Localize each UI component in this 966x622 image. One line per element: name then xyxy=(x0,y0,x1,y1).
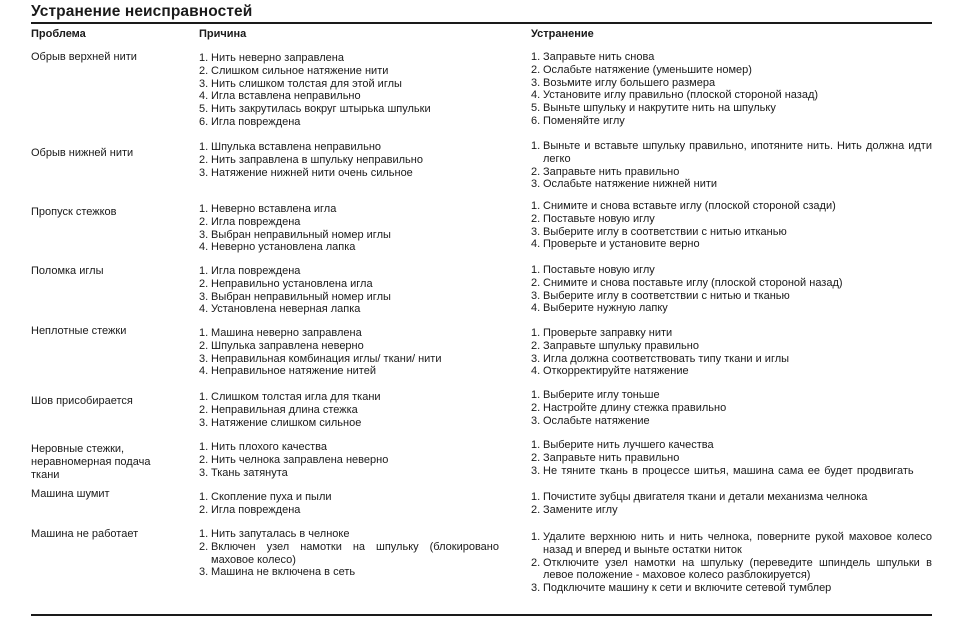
list-item: 2. Игла повреждена xyxy=(199,503,301,516)
fix-list xyxy=(531,140,932,191)
list-item: 2. Нить челнока заправлена неверно xyxy=(199,453,389,466)
list-item: 2. Шпулька заправлена неверно xyxy=(199,339,364,352)
problem-cell: Обрыв нижней нити xyxy=(31,147,134,159)
list-item: 3. Натяжение слишком сильное xyxy=(199,416,362,429)
list-item: 3. Ткань затянута xyxy=(199,466,288,479)
problem-cell: Неплотные стежки xyxy=(31,325,127,337)
list-item: 1. Слишком толстая игла для ткани xyxy=(199,391,381,403)
title-divider xyxy=(31,22,932,24)
list-item: 1. Нить запуталась в челноке xyxy=(199,528,350,540)
cause-list xyxy=(199,391,499,429)
list-item: 1. Выберите нить лучшего качества xyxy=(531,439,714,451)
list-item: 4. Неправильное натяжение нитей xyxy=(199,365,376,378)
list-item: 3. Машина не включена в сеть xyxy=(199,566,356,579)
list-item: 3. Нить слишком толстая для этой иглы xyxy=(199,77,402,90)
list-item: 3. Ослабьте натяжение xyxy=(531,414,650,427)
cause-list xyxy=(199,52,499,129)
list-item: 4. Проверьте и установите верно xyxy=(531,238,700,251)
list-item: 2. Настройте длину стежка правильно xyxy=(531,401,727,414)
list-item: 1. Снимите и снова вставьте иглу (плоской стороной сзади) xyxy=(531,200,836,212)
list-item: 1. Выньте и вставьте шпульку правильно, ипотяните нить. Нить должна идти легко xyxy=(531,140,932,165)
list-item: 1. Неверно вставлена игла xyxy=(199,203,337,215)
list-item: 2. Неправильно установлена игла xyxy=(199,277,373,290)
cause-list xyxy=(199,203,499,254)
list-item: 6. Поменяйте иглу xyxy=(531,114,625,127)
list-item: 1. Нить плохого качества xyxy=(199,441,327,453)
cause-list xyxy=(199,441,499,479)
fix-list xyxy=(531,51,932,128)
problem-cell: Поломка иглы xyxy=(31,265,104,277)
list-item: 5. Выньте шпульку и накрутите нить на шпульку xyxy=(531,102,776,115)
cause-list xyxy=(199,141,499,179)
list-item: 1. Проверьте заправку нити xyxy=(531,327,673,339)
problem-cell: Машина шумит xyxy=(31,488,110,500)
cause-list xyxy=(199,265,499,316)
cause-list xyxy=(199,327,499,378)
fix-list xyxy=(531,439,932,477)
fix-list xyxy=(531,264,932,315)
list-item: 2. Неправильная длина стежка xyxy=(199,403,358,416)
list-item: 1. Выберите иглу тоньше xyxy=(531,389,660,401)
list-item: 1. Нить неверно заправлена xyxy=(199,52,344,64)
list-item: 2. Включен узел намотки на шпульку (блокировано маховое колесо) xyxy=(199,540,499,566)
fix-list xyxy=(531,491,932,517)
fix-list xyxy=(531,200,932,251)
header-problem: Проблема xyxy=(31,28,86,40)
list-item: 2. Ослабьте натяжение (уменьшите номер) xyxy=(531,63,752,76)
fix-list xyxy=(531,531,932,595)
list-item: 1. Скопление пуха и пыли xyxy=(199,491,332,503)
list-item: 3. Игла должна соответствовать типу ткани и иглы xyxy=(531,352,790,365)
list-item: 3. Выбран неправильный номер иглы xyxy=(199,228,391,241)
cause-list xyxy=(199,491,499,517)
list-item: 6. Игла повреждена xyxy=(199,115,301,128)
list-item: 3. Не тяните ткань в процессе шитья, машина сама ее будет продвигать xyxy=(531,464,914,477)
list-item: 4. Игла вставлена неправильно xyxy=(199,90,361,103)
list-item: 3. Выберите иглу в соответствии с нитью и тканью xyxy=(531,289,790,302)
list-item: 4. Выберите нужную лапку xyxy=(531,302,668,315)
problem-cell: Обрыв верхней нити xyxy=(31,51,137,63)
list-item: 3. Выберите иглу в соответствии с нитью итканью xyxy=(531,225,787,238)
problem-cell: Пропуск стежков xyxy=(31,206,117,218)
problem-cell: Машина не работает xyxy=(31,528,139,540)
fix-list xyxy=(531,327,932,378)
page-title: Устранение неисправностей xyxy=(31,3,253,20)
list-item: 3. Подключите машину к сети и включите сетевой тумблер xyxy=(531,582,832,595)
list-item: 4. Установите иглу правильно (плоской стороной назад) xyxy=(531,89,819,102)
list-item: 1. Шпулька вставлена неправильно xyxy=(199,141,382,153)
list-item: 2. Нить заправлена в шпульку неправильно xyxy=(199,153,423,166)
list-item: 1. Заправьте нить снова xyxy=(531,51,655,63)
list-item: 2. Слишком сильное натяжение нити xyxy=(199,64,389,77)
list-item: 2. Игла повреждена xyxy=(199,215,301,228)
list-item: 2. Замените иглу xyxy=(531,503,618,516)
fix-list xyxy=(531,389,932,427)
list-item: 1. Машина неверно заправлена xyxy=(199,327,362,339)
list-item: 3. Ослабьте натяжение нижней нити xyxy=(531,178,718,191)
list-item: 3. Натяжение нижней нити очень сильное xyxy=(199,166,413,179)
problem-cell: Неровные стежки, неравномерная подача ткани xyxy=(31,443,151,481)
bottom-divider xyxy=(31,614,932,616)
list-item: 2. Заправьте нить правильно xyxy=(531,165,680,178)
list-item: 3. Возьмите иглу большего размера xyxy=(531,76,716,89)
header-fix: Устранение xyxy=(531,28,594,40)
list-item: 3. Выбран неправильный номер иглы xyxy=(199,290,391,303)
list-item: 2. Заправьте шпульку правильно xyxy=(531,339,699,352)
list-item: 1. Почистите зубцы двигателя ткани и детали механизма челнока xyxy=(531,491,868,503)
problem-cell: Шов присобирается xyxy=(31,395,133,407)
list-item: 2. Отключите узел намотки на шпульку (переведите шпиндель шпульки в левое положение - маховое колесо разблокируется) xyxy=(531,556,932,582)
list-item: 2. Заправьте нить правильно xyxy=(531,451,680,464)
list-item: 4. Установлена неверная лапка xyxy=(199,303,361,316)
list-item: 2. Снимите и снова поставьте иглу (плоской стороной назад) xyxy=(531,276,843,289)
list-item: 1. Поставьте новую иглу xyxy=(531,264,655,276)
list-item: 5. Нить закрутилась вокруг штырька шпульки xyxy=(199,103,431,116)
list-item: 4. Неверно установлена лапка xyxy=(199,241,356,254)
cause-list xyxy=(199,528,499,579)
list-item: 4. Откорректируйте натяжение xyxy=(531,365,689,378)
list-item: 1. Игла повреждена xyxy=(199,265,301,277)
list-item: 1. Удалите верхнюю нить и нить челнока, поверните рукой маховое колесо назад и вперед и выньте остатки ниток xyxy=(531,531,932,556)
header-cause: Причина xyxy=(199,28,247,40)
list-item: 3. Неправильная комбинация иглы/ ткани/ нити xyxy=(199,352,442,365)
list-item: 2. Поставьте новую иглу xyxy=(531,212,655,225)
